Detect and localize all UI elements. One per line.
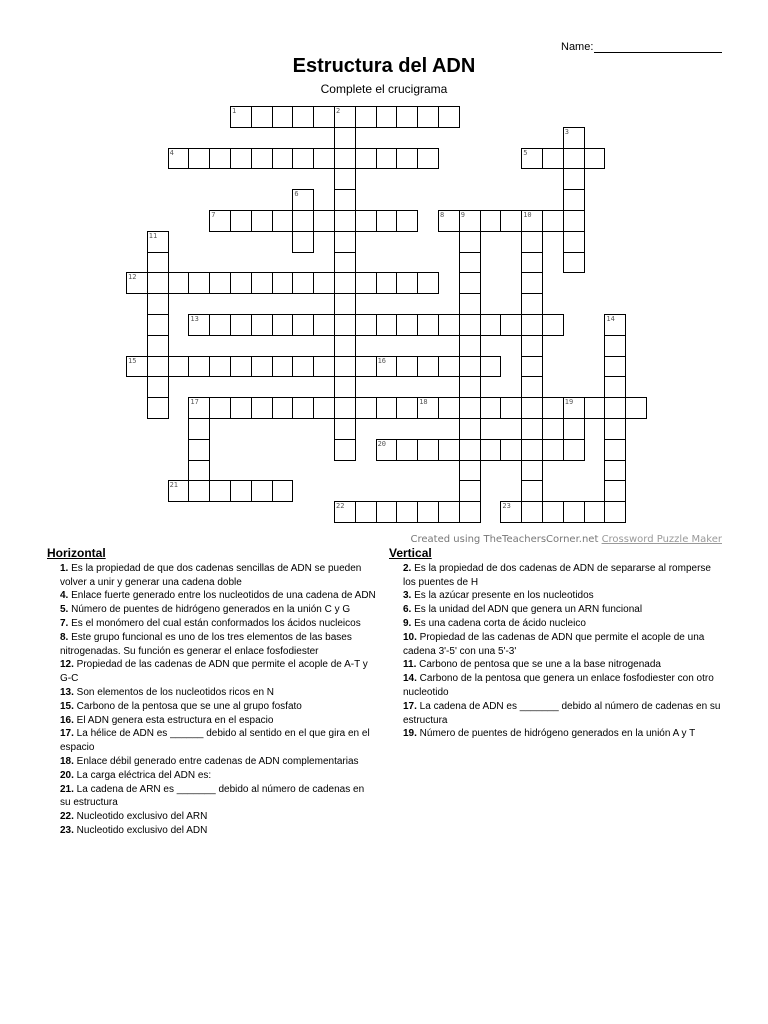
vertical-clue [389, 562, 724, 590]
crossword-cell[interactable] [500, 314, 522, 336]
crossword-cell[interactable] [521, 397, 543, 419]
clue-text: Propiedad de las cadenas de ADN que permite el acople de una cadena 3'-5' con una 5'-3' [403, 631, 705, 657]
cell-number: 15 [128, 356, 137, 365]
crossword-cell[interactable] [209, 272, 231, 294]
clue-text: Enlace débil generado entre cadenas de ADN complementarias [73, 755, 359, 767]
crossword-cell[interactable] [521, 501, 543, 523]
crossword-cell[interactable] [480, 314, 502, 336]
crossword-cell[interactable] [334, 376, 356, 398]
crossword-cell[interactable] [459, 501, 481, 523]
clue-text: Número de puentes de hidrógeno generados en la unión C y G [68, 604, 351, 616]
crossword-cell[interactable] [459, 480, 481, 502]
crossword-cell[interactable] [604, 397, 626, 419]
clue-number: 16. [60, 714, 74, 726]
clue-number: 12. [60, 659, 74, 671]
cell-number: 10 [523, 211, 532, 219]
crossword-cell[interactable] [542, 314, 564, 336]
crossword-cell[interactable] [417, 272, 439, 294]
crossword-cell[interactable] [313, 356, 335, 378]
crossword-cell[interactable] [334, 314, 356, 336]
crossword-cell[interactable] [459, 397, 481, 419]
crossword-cell[interactable] [521, 335, 543, 357]
name-label: Name: [561, 41, 594, 53]
crossword-cell[interactable] [396, 439, 418, 461]
crossword-cell[interactable] [542, 210, 564, 232]
crossword-cell[interactable] [459, 335, 481, 357]
crossword-cell[interactable] [334, 189, 356, 211]
crossword-cell[interactable] [604, 480, 626, 502]
crossword-cell[interactable] [188, 480, 210, 502]
crossword-cell[interactable] [396, 106, 418, 128]
crossword-cell[interactable] [376, 148, 398, 170]
crossword-cell[interactable] [313, 210, 335, 232]
crossword-cell[interactable] [417, 148, 439, 170]
crossword-cell[interactable] [584, 397, 606, 419]
crossword-cell[interactable] [147, 252, 169, 274]
crossword-cell[interactable] [230, 210, 252, 232]
horizontal-clues [47, 547, 377, 838]
cell-number: 17 [190, 398, 199, 407]
crossword-cell[interactable] [521, 418, 543, 440]
crossword-cell[interactable] [376, 210, 398, 232]
crossword-cell[interactable] [272, 480, 294, 502]
crossword-cell[interactable] [417, 501, 439, 523]
clue-text: Carbono de la pentosa que genera un enlace fosfodiester con otro nucleotido [403, 673, 714, 698]
clue-number: 9. [403, 617, 412, 629]
crossword-cell[interactable] [230, 272, 252, 294]
crossword-cell[interactable] [313, 148, 335, 170]
crossword-cell[interactable] [230, 397, 252, 419]
clue-number: 10. [403, 631, 417, 643]
crossword-cell[interactable] [521, 272, 543, 294]
crossword-cell[interactable] [251, 148, 273, 170]
crossword-cell[interactable] [438, 106, 460, 128]
crossword-cell[interactable] [209, 314, 231, 336]
crossword-cell[interactable] [376, 397, 398, 419]
clue-number: 17. [403, 700, 417, 712]
crossword-cell[interactable] [251, 397, 273, 419]
horizontal-clue [47, 714, 377, 728]
crossword-cell[interactable] [521, 376, 543, 398]
crossword-cell[interactable] [521, 231, 543, 253]
clue-number: 13. [60, 686, 74, 698]
crossword-cell[interactable] [334, 418, 356, 440]
horizontal-clue [47, 727, 377, 755]
vertical-clue-list [389, 562, 724, 741]
crossword-cell[interactable] [563, 210, 585, 232]
crossword-cell[interactable] [355, 314, 377, 336]
crossword-cell[interactable] [459, 231, 481, 253]
credit-link[interactable]: Crossword Puzzle Maker [601, 534, 722, 545]
cell-number: 21 [169, 481, 179, 490]
clue-number: 23. [60, 824, 74, 836]
clue-number: 18. [60, 755, 74, 767]
crossword-cell[interactable] [292, 272, 314, 294]
crossword-cell[interactable] [272, 148, 294, 170]
clue-text: El ADN genera esta estructura en el espacio [73, 714, 274, 726]
crossword-cell[interactable] [355, 356, 377, 378]
crossword-cell[interactable] [563, 439, 585, 461]
crossword-cell[interactable] [604, 439, 626, 461]
crossword-cell[interactable] [272, 272, 294, 294]
crossword-cell[interactable] [251, 314, 273, 336]
clue-number: 3. [403, 590, 412, 602]
crossword-cell[interactable] [272, 210, 294, 232]
crossword-cell[interactable] [396, 501, 418, 523]
crossword-cell[interactable] [521, 293, 543, 315]
crossword-cell[interactable] [459, 376, 481, 398]
crossword-cell[interactable] [459, 272, 481, 294]
horizontal-clue [47, 700, 377, 714]
clue-text: Es el monómero del cual están conformados los ácidos nucleicos [68, 617, 361, 629]
crossword-cell[interactable] [355, 272, 377, 294]
crossword-cell[interactable] [417, 356, 439, 378]
horizontal-clue [47, 810, 377, 824]
crossword-cell[interactable] [334, 272, 356, 294]
clue-text: La hélice de ADN es ______ debido al sentido en el que gira en el espacio [60, 728, 370, 754]
vertical-clue [389, 617, 724, 631]
clue-text: La cadena de ARN es _______ debido al número de cadenas en su estructura [60, 783, 365, 809]
crossword-cell[interactable] [604, 418, 626, 440]
crossword-cell[interactable] [334, 127, 356, 149]
credit-text: Created using TheTeachersCorner.net [410, 534, 599, 545]
clue-text: Este grupo funcional es uno de los tres elementos de las bases nitrogenadas. Su función es generar el enlace fosfodiester [60, 631, 352, 657]
crossword-cell[interactable] [480, 439, 502, 461]
cell-number: 1 [232, 107, 237, 115]
crossword-cell[interactable] [563, 501, 585, 523]
crossword-cell[interactable] [188, 418, 210, 440]
crossword-cell[interactable] [604, 501, 626, 523]
clue-number: 17. [60, 728, 74, 740]
cell-number: 7 [211, 211, 216, 219]
cell-number: 23 [502, 502, 511, 511]
crossword-cell[interactable] [521, 460, 543, 482]
clue-text: La cadena de ADN es _______ debido al número de cadenas en su estructura [403, 700, 721, 726]
crossword-cell[interactable] [542, 501, 564, 523]
crossword-cell[interactable] [459, 356, 481, 378]
crossword-cell[interactable] [209, 480, 231, 502]
crossword-cell[interactable] [625, 397, 647, 419]
crossword-cell[interactable] [542, 397, 564, 419]
clue-number: 22. [60, 811, 74, 823]
vertical-clue [389, 603, 724, 617]
horizontal-clue [47, 769, 377, 783]
crossword-cell[interactable] [396, 210, 418, 232]
crossword-cell[interactable] [334, 148, 356, 170]
horizontal-clue [47, 783, 377, 811]
cell-number: 9 [460, 211, 466, 219]
crossword-cell[interactable] [188, 272, 210, 294]
crossword-cell[interactable] [292, 356, 314, 378]
crossword-cell[interactable] [230, 314, 252, 336]
cell-number: 20 [377, 439, 387, 448]
crossword-cell[interactable] [334, 252, 356, 274]
cell-number: 8 [440, 211, 445, 219]
page-subtitle: Complete el crucigrama [320, 82, 448, 96]
crossword-cell[interactable] [459, 418, 481, 440]
crossword-cell[interactable] [480, 210, 502, 232]
clue-number: 8. [60, 631, 69, 643]
clue-text: Son elementos de los nucleotidos ricos en N [73, 686, 275, 698]
cell-number: 6 [294, 190, 299, 199]
crossword-cell[interactable] [292, 314, 314, 336]
crossword-cell[interactable] [209, 148, 231, 170]
crossword-cell[interactable] [563, 148, 585, 170]
vertical-clue [389, 700, 724, 728]
crossword-cell[interactable] [604, 376, 626, 398]
crossword-cell[interactable] [542, 148, 564, 170]
cell-number: 12 [128, 273, 137, 282]
clue-number: 14. [403, 673, 417, 685]
crossword-cell[interactable] [147, 314, 169, 336]
crossword-cell[interactable] [188, 148, 210, 170]
crossword-cell[interactable] [272, 314, 294, 336]
clue-text: Es la propiedad de dos cadenas de ADN de separarse al romperse los puentes de H [403, 562, 711, 588]
horizontal-clue [47, 603, 377, 617]
crossword-cell[interactable] [188, 356, 210, 378]
horizontal-clue [47, 562, 377, 590]
clue-number: 20. [60, 769, 74, 781]
cell-number: 14 [606, 315, 615, 323]
crossword-cell[interactable] [355, 106, 377, 128]
crossword-cell[interactable] [584, 148, 606, 170]
clue-number: 15. [60, 700, 74, 712]
crossword-cell[interactable] [230, 480, 252, 502]
crossword-cell[interactable] [459, 293, 481, 315]
cell-number: 2 [336, 107, 341, 115]
crossword-cell[interactable] [334, 168, 356, 190]
horizontal-clue [47, 755, 377, 769]
crossword-cell[interactable] [521, 439, 543, 461]
crossword-cell[interactable] [251, 106, 273, 128]
crossword-cell[interactable] [334, 210, 356, 232]
crossword-cell[interactable] [313, 314, 335, 336]
crossword-cell[interactable] [147, 335, 169, 357]
crossword-cell[interactable] [209, 397, 231, 419]
crossword-cell[interactable] [230, 148, 252, 170]
crossword-cell[interactable] [480, 356, 502, 378]
crossword-cell[interactable] [396, 314, 418, 336]
clue-text: La carga eléctrica del ADN es: [73, 769, 212, 781]
crossword-cell[interactable] [438, 501, 460, 523]
crossword-cell[interactable] [355, 501, 377, 523]
crossword-cell[interactable] [251, 210, 273, 232]
clue-text: Carbono de la pentosa que se une al grupo fosfato [73, 700, 302, 712]
crossword-cell[interactable] [272, 106, 294, 128]
cell-number: 4 [169, 148, 174, 157]
crossword-cell[interactable] [188, 439, 210, 461]
vertical-heading: Vertical [389, 546, 432, 560]
crossword-cell[interactable] [584, 501, 606, 523]
horizontal-clue [47, 658, 377, 686]
clue-number: 19. [403, 728, 417, 740]
crossword-cell[interactable] [521, 252, 543, 274]
crossword-cell[interactable] [334, 397, 356, 419]
horizontal-clue-list [47, 562, 377, 838]
crossword-cell[interactable] [251, 272, 273, 294]
crossword-cell[interactable] [355, 210, 377, 232]
crossword-cell[interactable] [251, 356, 273, 378]
crossword-cell[interactable] [500, 439, 522, 461]
horizontal-heading: Horizontal [47, 546, 106, 560]
crossword-cell[interactable] [500, 210, 522, 232]
clue-text: Propiedad de las cadenas de ADN que permite el acople de A-T y G-C [60, 659, 368, 685]
crossword-cell[interactable] [604, 460, 626, 482]
crossword-cell[interactable] [417, 439, 439, 461]
crossword-cell[interactable] [521, 314, 543, 336]
crossword-cell[interactable] [438, 356, 460, 378]
clue-text: Número de puentes de hidrógeno generados en la unión A y T [416, 728, 696, 740]
clue-number: 2. [403, 562, 412, 574]
clue-number: 21. [60, 783, 74, 795]
crossword-cell[interactable] [563, 168, 585, 190]
crossword-cell[interactable] [147, 293, 169, 315]
cell-number: 16 [377, 356, 387, 365]
crossword-cell[interactable] [396, 397, 418, 419]
cell-number: 3 [564, 127, 570, 136]
crossword-cell[interactable] [147, 272, 169, 294]
vertical-clue [389, 672, 724, 700]
clue-text: Es la unidad del ADN que genera un ARN funcional [411, 604, 643, 616]
clue-number: 6. [403, 604, 412, 616]
crossword-cell[interactable] [334, 439, 356, 461]
crossword-cell[interactable] [438, 439, 460, 461]
crossword-cell[interactable] [376, 272, 398, 294]
crossword-cell[interactable] [230, 356, 252, 378]
crossword-cell[interactable] [334, 293, 356, 315]
clue-number: 5. [60, 604, 69, 616]
clue-number: 11. [403, 659, 417, 671]
crossword-cell[interactable] [459, 252, 481, 274]
crossword-cell[interactable] [313, 272, 335, 294]
cell-number: 13 [190, 315, 199, 323]
clue-text: Carbono de pentosa que se une a la base nitrogenada [416, 659, 661, 671]
clue-number: 7. [60, 617, 69, 629]
crossword-cell[interactable] [251, 480, 273, 502]
crossword-cell[interactable] [334, 335, 356, 357]
crossword-cell[interactable] [292, 397, 314, 419]
crossword-cell[interactable] [209, 356, 231, 378]
vertical-clue [389, 727, 724, 741]
credit-line [411, 534, 722, 545]
crossword-cell[interactable] [147, 376, 169, 398]
horizontal-clue [47, 824, 377, 838]
crossword-cell[interactable] [147, 356, 169, 378]
crossword-cell[interactable] [147, 397, 169, 419]
crossword-cell[interactable] [438, 314, 460, 336]
crossword-cell[interactable] [459, 439, 481, 461]
crossword-cell[interactable] [376, 106, 398, 128]
horizontal-clue [47, 589, 377, 603]
page-title: Estructura del ADN [292, 55, 476, 77]
crossword-cell[interactable] [563, 418, 585, 440]
crossword-cell[interactable] [563, 231, 585, 253]
cell-number: 19 [564, 398, 574, 407]
clue-number: 1. [60, 562, 69, 574]
crossword-cell[interactable] [459, 314, 481, 336]
crossword-cell[interactable] [334, 231, 356, 253]
clue-text: Enlace fuerte generado entre los nucleotidos de una cadena de ADN [68, 590, 376, 602]
horizontal-clue [47, 617, 377, 631]
crossword-cell[interactable] [334, 356, 356, 378]
crossword-cell[interactable] [563, 252, 585, 274]
crossword-cell[interactable] [292, 106, 314, 128]
crossword-cell[interactable] [355, 397, 377, 419]
crossword-cell[interactable] [604, 356, 626, 378]
clue-text: Es la propiedad de que dos cadenas sencillas de ADN se pueden volver a unir y generar una cadena doble [60, 562, 362, 588]
crossword-cell[interactable] [396, 356, 418, 378]
vertical-clues [389, 547, 724, 741]
crossword-cell[interactable] [272, 356, 294, 378]
crossword-cell[interactable] [292, 148, 314, 170]
crossword-cell[interactable] [563, 189, 585, 211]
crossword-cell[interactable] [376, 314, 398, 336]
crossword-cell[interactable] [292, 231, 314, 253]
horizontal-clue [47, 631, 377, 659]
crossword-cell[interactable] [313, 106, 335, 128]
crossword-cell[interactable] [604, 335, 626, 357]
crossword-cell[interactable] [521, 356, 543, 378]
vertical-clue [389, 658, 724, 672]
crossword-cell[interactable] [480, 397, 502, 419]
crossword-cell[interactable] [188, 460, 210, 482]
crossword-cell[interactable] [292, 210, 314, 232]
cell-number: 5 [523, 148, 528, 157]
crossword-cell[interactable] [168, 356, 190, 378]
crossword-cell[interactable] [521, 480, 543, 502]
crossword-cell[interactable] [272, 397, 294, 419]
clue-number: 4. [60, 590, 69, 602]
crossword-cell[interactable] [417, 314, 439, 336]
crossword-cell[interactable] [438, 397, 460, 419]
vertical-clue [389, 631, 724, 659]
cell-number: 11 [148, 231, 158, 240]
clue-text: Es una cadena corta de ácido nucleico [411, 617, 586, 629]
clue-text: Nucleotido exclusivo del ADN [73, 824, 208, 836]
crossword-cell[interactable] [417, 106, 439, 128]
crossword-cell[interactable] [168, 272, 190, 294]
crossword-cell[interactable] [396, 272, 418, 294]
cell-number: 22 [336, 502, 345, 511]
crossword-cell[interactable] [396, 148, 418, 170]
clue-text: Es la azúcar presente en los nucleotidos [411, 590, 594, 602]
crossword-cell[interactable] [542, 439, 564, 461]
crossword-cell[interactable] [459, 460, 481, 482]
cell-number: 18 [419, 398, 428, 407]
vertical-clue [389, 589, 724, 603]
crossword-cell[interactable] [313, 397, 335, 419]
crossword-cell[interactable] [355, 148, 377, 170]
clue-text: Nucleotido exclusivo del ARN [73, 811, 208, 823]
horizontal-clue [47, 686, 377, 700]
crossword-cell[interactable] [500, 397, 522, 419]
crossword-cell[interactable] [376, 501, 398, 523]
